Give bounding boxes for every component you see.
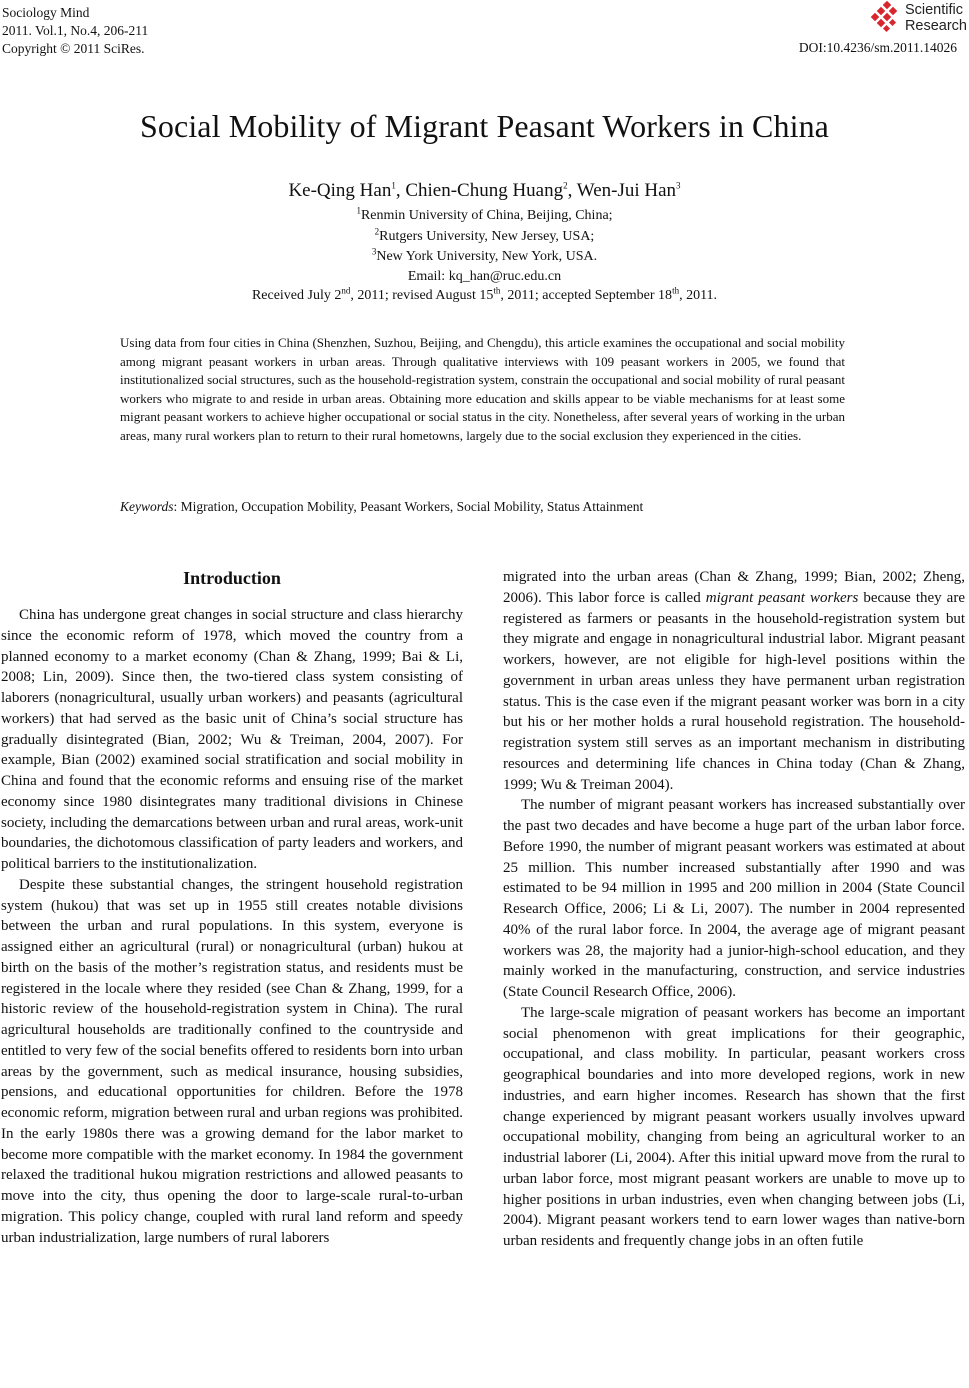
affiliation-text: Renmin University of China, Beijing, China;	[360, 208, 613, 223]
paragraph-text: because they are registered as farmers or peasants in the household-registration system but they migrate and engage in nonagricultural industrial labor. Migrant peasant workers, however, are not eligible for high-level positions within the government in urban areas unless they have permanent urban registration status. This is the case even if the migrant peasant worker was born in a city but his or her mother holds a rural household registration. The household-registration system still serves as an important mechanism in distributing resources and determining life chances in China today (Chan & Zhang, 1999; Wu & Treiman 2004).	[503, 589, 965, 793]
journal-name: Sociology Mind	[2, 5, 90, 20]
affiliation-text: New York University, New York, USA.	[376, 249, 598, 264]
accepted-sup: th	[672, 285, 680, 296]
emphasized-term: migrant peasant workers	[705, 589, 859, 606]
author-list: Ke-Qing Han$^1$, Chien-Chung Huang$^2$, Wen-Jui Han$^3$	[288, 180, 681, 201]
keywords	[120, 499, 643, 515]
accepted-text: , 2011; accepted September 18	[500, 288, 673, 303]
revised-text: , 2011; revised August 15	[350, 288, 494, 303]
affiliation	[0, 205, 969, 224]
author-sup: 2	[563, 180, 568, 191]
affiliation-sup: 1	[356, 205, 361, 216]
paragraph-text: migrated into the urban areas (Chan & Zhang, 1999; Bian, 2002; Zheng, 2006). This labor force is called	[503, 569, 965, 606]
author-sup: 3	[676, 180, 681, 191]
right-column	[503, 567, 965, 1252]
affiliation-sup: 3	[371, 246, 377, 257]
author-name: Chien-Chung Huang	[405, 180, 564, 201]
logo-line-2: Research	[904, 18, 967, 34]
author-sup: 1	[391, 180, 396, 191]
logo-line-1: Scientific	[904, 2, 963, 18]
affiliation-text: Rutgers University, New Jersey, USA;	[379, 229, 595, 244]
body-paragraph: China has undergone great changes in social structure and class hierarchy since the economic reform of 1978, which moved the country from a planned economy to a market economy (Chan & Zhang, 1999; Bai & Li, 2008; Lin, 2009). Since then, the two-tiered class system consisting of laborers (nonagricultural, usually urban workers) and peasants (agricultural workers) that had served as the basic unit of China’s social structure has gradually disintegrated (Bian, 2002; Wu & Treiman, 2004, 2007). For example, Bian (2002) examined social stratification and social mobility in China and found that the economic reforms and ensuing rise of the market economy since 1980 disintegrates many traditional divisions in Chinese society, including the demarcations between urban and rural areas, work-unit boundaries, the dichotomous classification of party leaders and workers, and political barriers to the institutionalization.	[1, 607, 463, 872]
affiliation-sup: 2	[374, 226, 380, 237]
left-column	[1, 567, 463, 1248]
body-paragraph: The large-scale migration of peasant workers has become an important social phenomenon with great implications for their geographic, occupational, and class mobility. In particular, peasant workers cross geographical boundaries and into more developed regions, work in new industries, and earn higher incomes. Research has shown that the first change experienced by migrant peasant workers usually involves upward occupational mobility, changing from being an agricultural worker to an industrial laborer (Li, 2004). After this initial upward move from the rural to urban labor force, most migrant peasant workers are unable to move up to higher positions in urban industries, even when changing between jobs (Li, 2004). Migrant peasant workers tend to earn lower wages than native-born urban residents and frequently change jobs in an often futile	[503, 1004, 965, 1249]
publisher-logo	[868, 0, 967, 36]
affiliation	[0, 246, 969, 265]
body-paragraph	[503, 567, 965, 795]
received-end: , 2011.	[679, 288, 718, 303]
revised-sup: th	[493, 285, 501, 296]
section-heading-introduction: Introduction	[183, 568, 281, 588]
journal-copyright: Copyright © 2011 SciRes.	[2, 41, 145, 56]
author-name: Wen-Jui Han	[576, 180, 677, 201]
abstract: Using data from four cities in China (Shenzhen, Suzhou, Beijing, and Chengdu), this article examines the occupational and social mobility among migrant peasant workers in urban areas. Through qualitative interviews with 109 peasant workers in 2005, we found that institutionalized social structures, such as the household-registration system, constrain the occupational and social mobility of rural peasant workers who migrate to and reside in urban areas. Obtaining more education and skills appear to be viable mechanisms for at least some migrant peasant workers to achieve higher occupational or social status in the city. Nonetheless, after several years of working in the urban areas, many rural workers plan to return to their rural hometowns, largely due to the social exclusion they experienced in the cities.	[120, 335, 845, 443]
keywords-label: Keywords	[120, 499, 174, 514]
paper-title: Social Mobility of Migrant Peasant Workers in China	[140, 108, 829, 144]
author-name: Ke-Qing Han	[288, 180, 392, 201]
received-sup: nd	[341, 285, 351, 296]
doi: DOI:10.4236/sm.2011.14026	[798, 40, 957, 55]
author-email: Email: kq_han@ruc.edu.cn	[407, 269, 562, 284]
received-text: Received July 2	[251, 288, 342, 303]
body-paragraph: Despite these substantial changes, the stringent household registration system (hukou) that was set up in 1955 still creates notable divisions between the urban and rural populations. In this system, everyone is assigned either an agricultural (rural) or nonagricultural (urban) hukou at birth on the basis of the mother’s registration status, and residents must be registered in the locale where they resided (see Chan & Zhang, 1999, for a historic review of the household-registration system in China). The rural agricultural households are traditionally confined to the countryside and entitled to very few of the social benefits offered to residents born into urban areas by the government, such as medical insurance, housing subsidies, pensions, and educational opportunities for children. Before the 1978 economic reform, migration between rural and urban regions was prohibited. In the early 1980s there was a growing demand for the labor market to become more compatible with the market economy. In 1984 the government relaxed the traditional hukou migration restrictions and allowed peasants to move into the city, thus opening the door to large-scale rural-to-urban migration. This policy change, coupled with rural land reform and speedy urban industrialization, large numbers of rural laborers	[1, 876, 463, 1246]
journal-header	[2, 4, 148, 58]
received-dates	[0, 285, 969, 304]
diamond-cluster-icon	[868, 0, 904, 36]
affiliation	[0, 226, 969, 245]
keywords-text: : Migration, Occupation Mobility, Peasant Workers, Social Mobility, Status Attainment	[173, 499, 644, 514]
journal-volume: 2011. Vol.1, No.4, 206-211	[2, 23, 149, 38]
body-paragraph: The number of migrant peasant workers has increased substantially over the past two decades and have become a huge part of the urban labor force. Before 1990, the number of migrant peasant workers was estimated at about 25 million. This number increased substantially after 1990 and was estimated to be 94 million in 1995 and 200 million in 2004 (State Council Research Office, 2006; Li & Li, 2007). The number in 2004 represented 40% of the rural labor force. In 2004, the average age of migrant peasant workers was 28, the majority had a junior-high-school education, and they mainly worked in the manufacturing, construction, and service industries (State Council Research Office, 2006).	[503, 797, 965, 1000]
